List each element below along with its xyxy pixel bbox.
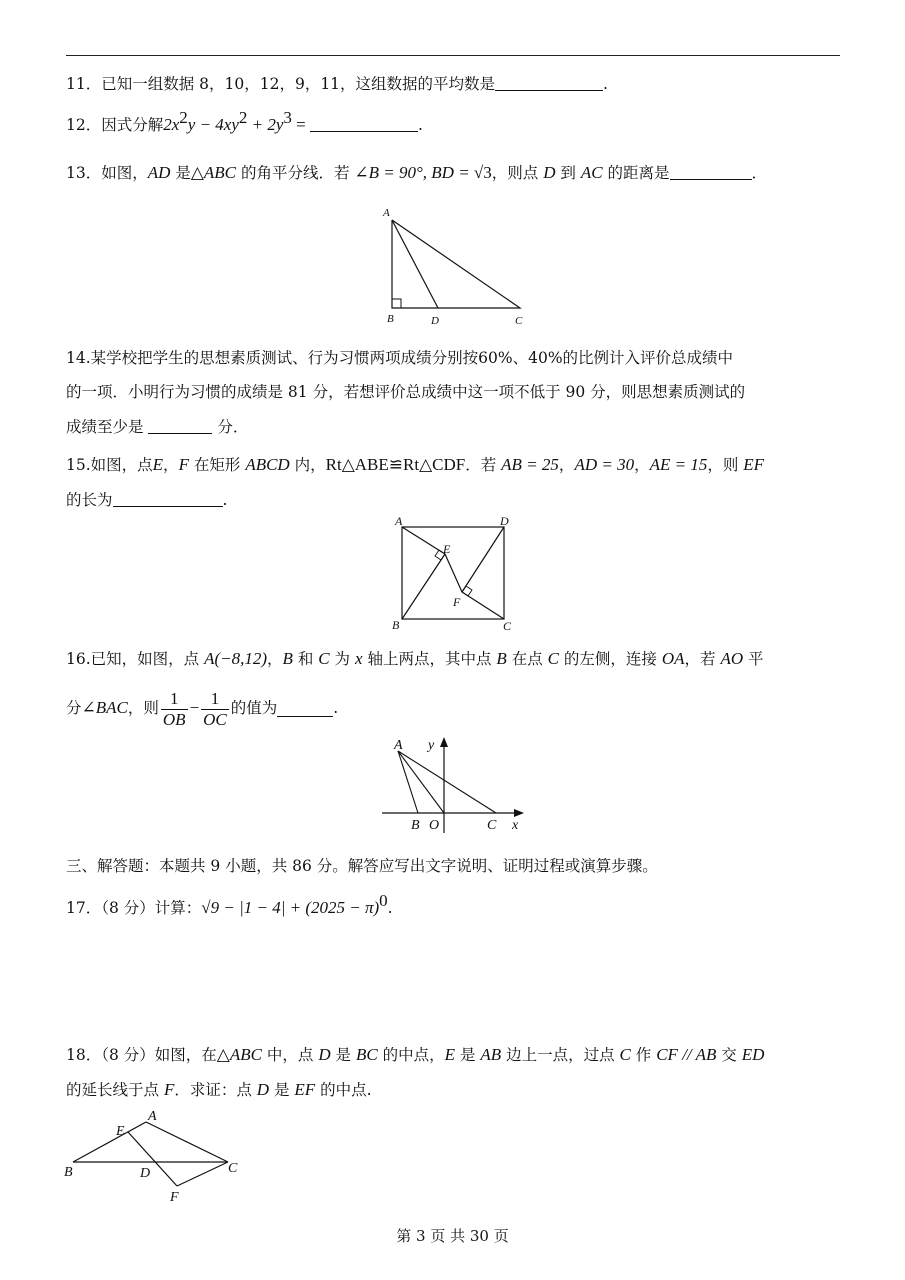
triangle-abc xyxy=(392,220,520,308)
q13-d: D xyxy=(543,163,556,182)
q16-x: x xyxy=(354,649,363,668)
q16-text-11: ，则 xyxy=(127,699,159,717)
label-a: A xyxy=(148,1109,157,1124)
q15-text-6: ， xyxy=(558,456,575,474)
q15-ef: EF xyxy=(743,455,765,474)
label-a: A xyxy=(383,207,390,219)
label-b: B xyxy=(411,818,420,833)
segment-ba xyxy=(73,1122,146,1162)
q13-text-4: ，则点 xyxy=(491,164,544,182)
q18-ab: AB xyxy=(480,1045,502,1064)
q15-abcd: ABCD xyxy=(245,455,290,474)
q15-ad: AD = 30 xyxy=(574,455,635,474)
x-axis-arrow xyxy=(514,809,524,817)
label-y: y xyxy=(428,738,435,753)
q16-angle: ∠BAC xyxy=(81,698,128,717)
q15-text-9: 的长为 xyxy=(66,491,113,509)
q17-expression: √9 − |1 − 4| + (2025 − π) xyxy=(201,898,380,917)
figure-15 xyxy=(385,512,525,637)
y-axis-arrow xyxy=(440,737,448,747)
label-e: E xyxy=(443,542,451,556)
figure-13 xyxy=(375,200,535,330)
question-14-line-1: 14.某学校把学生的思想素质测试、行为习惯两项成绩分别按60%、40%的比例计入评价总成绩中 xyxy=(66,349,734,367)
q16-text-7: 的左侧，连接 xyxy=(558,650,662,668)
q16-text-9: 平 xyxy=(743,650,764,668)
q16-c2: C xyxy=(547,649,559,668)
segment-ac xyxy=(146,1122,228,1162)
q16-minus: − xyxy=(189,698,200,717)
q18-text-8: 交 xyxy=(716,1046,742,1064)
q15-ab: AB = 25 xyxy=(501,455,559,474)
q18-d2: D xyxy=(256,1080,270,1099)
q13-condition: ∠B = 90°, BD = xyxy=(354,163,474,182)
q18-text-11: 是 xyxy=(269,1081,295,1099)
q18-text-10: ．求证：点 xyxy=(174,1081,257,1099)
question-16-line-2 xyxy=(66,686,846,730)
q17-exponent: 0 xyxy=(379,891,388,910)
fraction-1-numerator: 1 xyxy=(161,689,188,710)
q15-text-8: ，则 xyxy=(707,456,744,474)
section-3-heading: 三、解答题：本题共 9 小题，共 86 分。解答应写出文字说明、证明过程或演算步骤。 xyxy=(66,857,658,875)
q16-text-1: 16.已知，如图，点 xyxy=(66,650,205,668)
label-c: C xyxy=(228,1161,238,1176)
q12-sup-a: 2 xyxy=(179,108,188,127)
q18-text-6: 边上一点，过点 xyxy=(501,1046,620,1064)
q16-answer-blank[interactable] xyxy=(277,702,333,717)
question-11 xyxy=(66,74,846,94)
label-x: x xyxy=(512,818,519,833)
q15-e: E xyxy=(152,455,164,474)
label-c: C xyxy=(515,315,523,327)
q15-congruence: Rt△ABE≌Rt△CDF xyxy=(325,455,466,474)
segment-ef xyxy=(445,554,462,592)
header-rule xyxy=(66,55,840,56)
q16-point-a: A(−8,12) xyxy=(204,649,268,668)
q16-c: C xyxy=(318,649,330,668)
q13-ac: AC xyxy=(580,163,603,182)
q16-text-5: 轴上两点，其中点 xyxy=(362,650,497,668)
q18-text-9: 的延长线于点 xyxy=(66,1081,164,1099)
right-angle-mark-f xyxy=(462,586,472,596)
q18-ed: ED xyxy=(741,1045,765,1064)
q16-text-3: 和 xyxy=(292,650,319,668)
q16-suffix: . xyxy=(333,699,339,717)
label-e: E xyxy=(116,1124,125,1139)
q18-abc: △ABC xyxy=(216,1045,262,1064)
fraction-1-oc xyxy=(201,689,229,730)
label-d: D xyxy=(140,1166,151,1181)
label-o: O xyxy=(429,818,440,833)
q16-ao: AO xyxy=(720,649,744,668)
q13-answer-blank[interactable] xyxy=(670,165,752,180)
q16-text-2: ， xyxy=(267,650,283,668)
question-15-line-2 xyxy=(66,490,846,510)
q11-answer-blank[interactable] xyxy=(495,76,603,91)
q13-suffix: ． xyxy=(751,164,768,182)
q12-sup-c: 3 xyxy=(283,108,292,127)
segment-ab xyxy=(398,751,418,813)
q18-c: C xyxy=(619,1045,631,1064)
q12-answer-blank[interactable] xyxy=(310,117,418,132)
segment-ef xyxy=(128,1132,177,1186)
segment-df xyxy=(462,527,504,592)
q12-text: 12．因式分解 xyxy=(66,116,164,134)
label-b: B xyxy=(387,313,394,325)
question-18-line-1 xyxy=(66,1045,846,1065)
q18-f: F xyxy=(163,1080,175,1099)
q13-text-2: 是 xyxy=(170,164,191,182)
q18-d: D xyxy=(318,1045,331,1064)
q11-text: 11．已知一组数据 8，10，12，9，11，这组数据的平均数是 xyxy=(66,75,496,93)
q18-ef: EF xyxy=(294,1080,316,1099)
q18-text-4: 的中点， xyxy=(377,1046,445,1064)
q12-sup-b: 2 xyxy=(238,108,248,127)
q14-suffix: 分． xyxy=(212,418,249,436)
q17-suffix: . xyxy=(387,899,393,917)
q12-expr-c: + 2y xyxy=(247,115,284,134)
question-12 xyxy=(66,108,846,135)
q15-suffix: . xyxy=(222,491,228,509)
figure-16 xyxy=(378,735,528,835)
segment-cf xyxy=(177,1162,228,1186)
q15-text-3: 在矩形 xyxy=(188,456,246,474)
q18-text-2: 中，点 xyxy=(261,1046,319,1064)
question-14-line-3 xyxy=(66,417,846,437)
fraction-2-numerator: 1 xyxy=(201,689,229,710)
q16-text-12: 的值为 xyxy=(230,699,278,717)
q16-oa: OA xyxy=(661,649,685,668)
label-f: F xyxy=(170,1190,179,1205)
q13-text-3: 的角平分线．若 xyxy=(236,164,355,182)
q18-text-7: 作 xyxy=(630,1046,657,1064)
q15-text-4: 内， xyxy=(289,456,326,474)
label-a: A xyxy=(395,514,403,528)
question-16-line-1 xyxy=(66,649,846,669)
q12-suffix: . xyxy=(418,116,423,134)
q13-ad: AD xyxy=(147,163,171,182)
q16-text-8: ，若 xyxy=(684,650,721,668)
label-b: B xyxy=(64,1165,73,1180)
label-c: C xyxy=(503,619,512,633)
label-b: B xyxy=(392,618,400,632)
label-a: A xyxy=(394,738,403,753)
fraction-1-ob xyxy=(161,689,188,730)
segment-ac xyxy=(398,751,496,813)
q18-text-5: 是 xyxy=(455,1046,481,1064)
q12-expr-d: = xyxy=(291,115,311,134)
q15-text-1: 15.如图，点 xyxy=(66,456,153,474)
label-c: C xyxy=(487,818,497,833)
q18-e: E xyxy=(444,1045,456,1064)
q13-text-1: 13．如图， xyxy=(66,164,148,182)
segment-ao xyxy=(398,751,444,813)
label-f: F xyxy=(453,595,461,609)
question-17 xyxy=(66,891,846,918)
q12-expr-b: y − 4xy xyxy=(187,115,239,134)
q16-b2: B xyxy=(496,649,507,668)
q13-text-5: 到 xyxy=(555,164,581,182)
question-14-line-2: 的一项．小明行为习惯的成绩是 81 分，若想评价总成绩中这一项不低于 90 分，则思想素质测试的 xyxy=(66,383,746,401)
fraction-1-denominator: OB xyxy=(162,709,186,729)
q14-text: 成绩至少是 xyxy=(66,418,149,436)
q15-answer-blank[interactable] xyxy=(113,492,223,507)
label-d: D xyxy=(500,514,509,528)
label-d: D xyxy=(431,315,439,327)
q15-ae: AE = 15 xyxy=(649,455,708,474)
q18-cf-parallel-ab: CF // AB xyxy=(656,1045,717,1064)
q13-abc: △ABC xyxy=(190,163,237,182)
figure-18 xyxy=(60,1105,260,1205)
q16-text-4: 为 xyxy=(329,650,355,668)
bisector-ad xyxy=(392,220,438,308)
q13-sqrt: √3 xyxy=(473,163,492,182)
q16-text-10: 分 xyxy=(66,699,82,717)
q18-text-3: 是 xyxy=(330,1046,356,1064)
fraction-2-denominator: OC xyxy=(203,709,227,729)
q18-text-1: 18．（8 分）如图，在 xyxy=(66,1046,217,1064)
q18-bc: BC xyxy=(355,1045,378,1064)
question-15-line-1 xyxy=(66,455,846,475)
q16-b: B xyxy=(282,649,293,668)
right-angle-mark xyxy=(392,299,401,308)
q18-text-12: 的中点. xyxy=(315,1081,372,1099)
q15-f: F xyxy=(178,455,189,474)
q11-suffix: . xyxy=(603,75,608,93)
q13-text-6: 的距离是 xyxy=(602,164,670,182)
q16-text-6: 在点 xyxy=(506,650,548,668)
page-footer: 第 3 页 共 30 页 xyxy=(396,1227,509,1245)
q12-expr-a: 2x xyxy=(163,115,180,134)
q17-text: 17．（8 分）计算： xyxy=(66,899,202,917)
q15-text-5: ．若 xyxy=(465,456,502,474)
question-13 xyxy=(66,163,846,183)
q15-text-2: ， xyxy=(163,456,179,474)
q14-answer-blank[interactable] xyxy=(148,419,212,434)
question-18-line-2 xyxy=(66,1080,846,1100)
segment-eb xyxy=(402,554,445,619)
q15-text-7: ， xyxy=(634,456,650,474)
